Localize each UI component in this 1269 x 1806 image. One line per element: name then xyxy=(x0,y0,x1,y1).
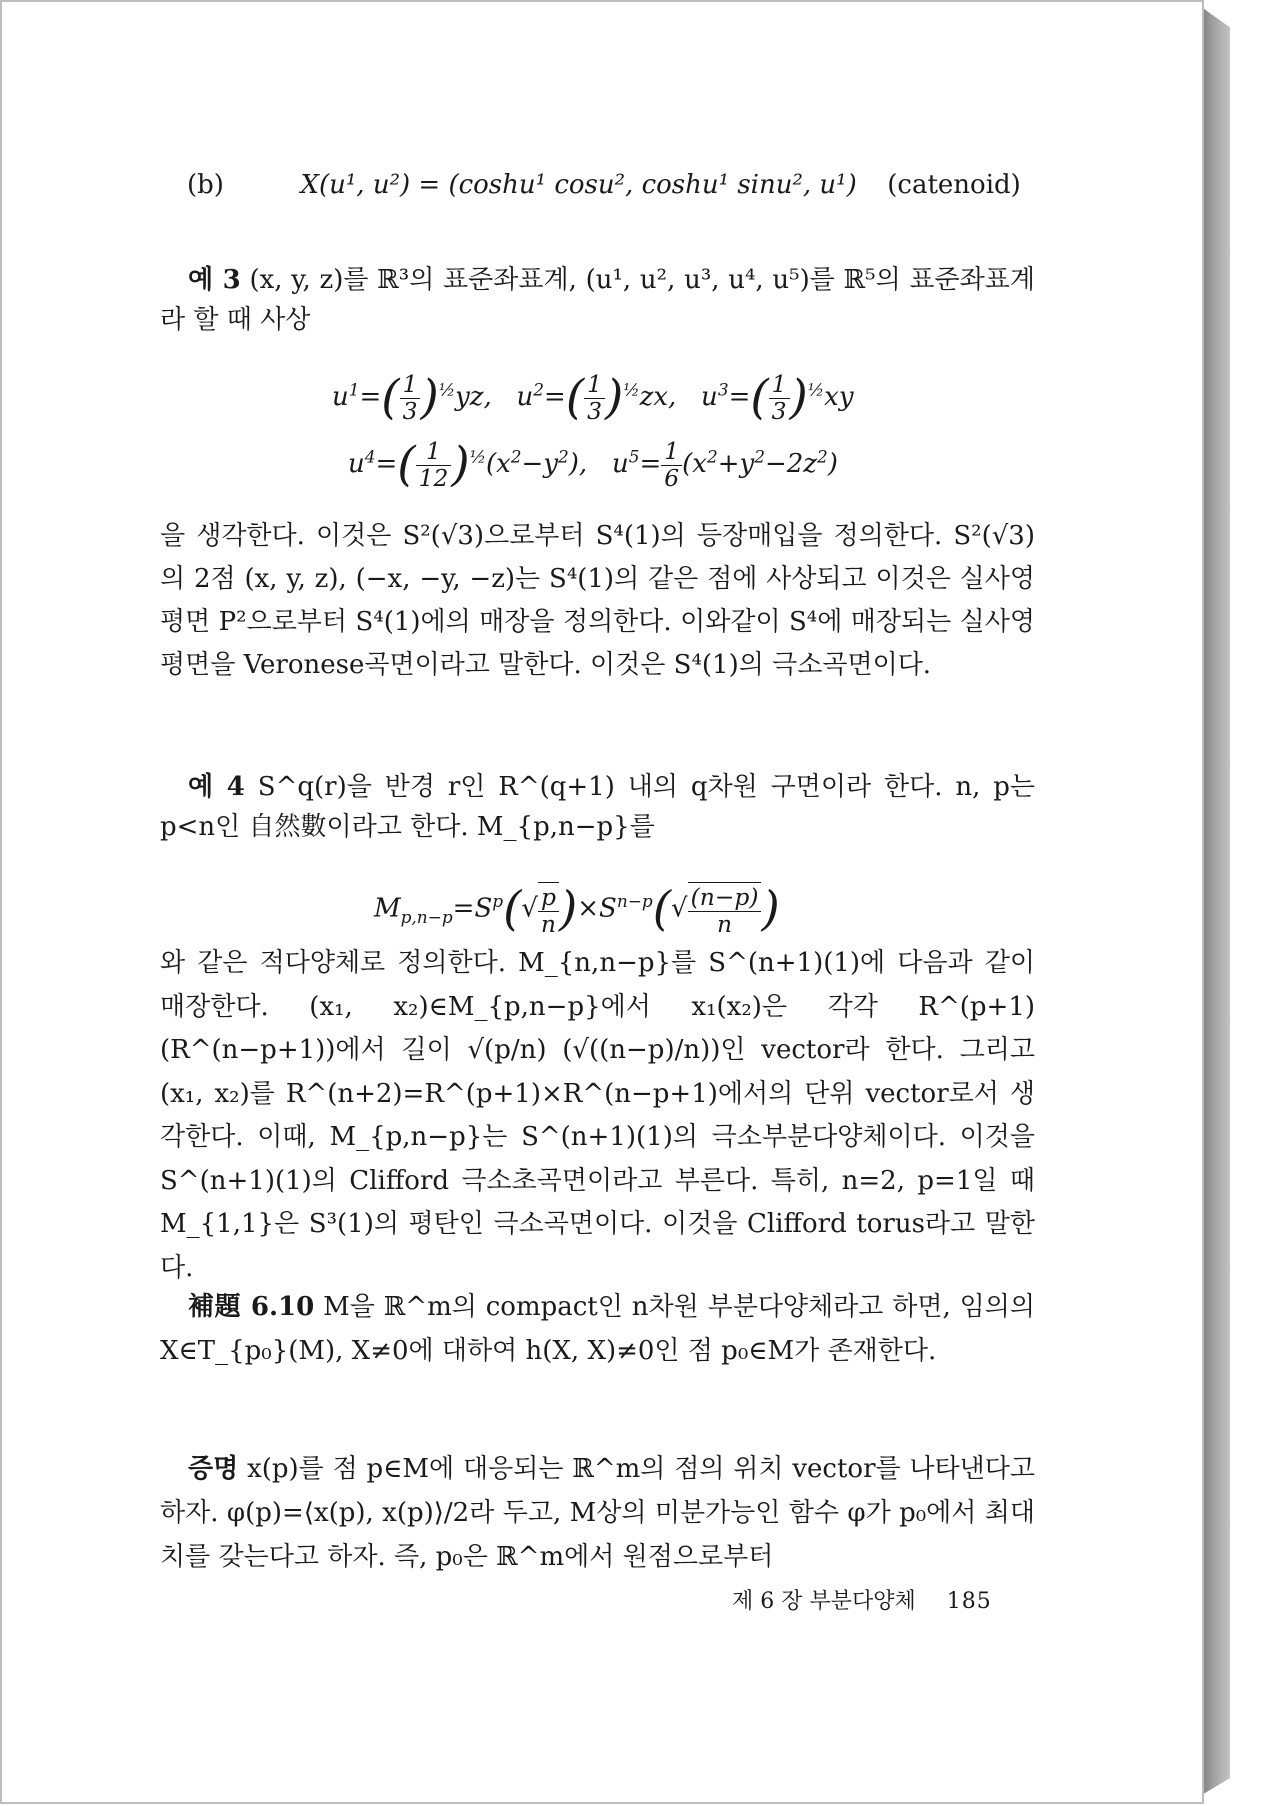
lemma-label: 補題 6.10 xyxy=(188,1292,315,1322)
example-3-equation-line-1: $u^1=$( $\frac{1}{3}$ )$^{\frac{1}{2}}$yz, $u^2=$( $\frac{1}{3}$ )$^{\frac{1}{2}}$zx, $u^3=$( $\frac{1}{3}$ )$^{\frac{1}{2}}$xy xyxy=(332,370,854,425)
example-b-label: (b) xyxy=(187,170,224,200)
example-4-intro-text: S^q(r)을 반경 r인 R^(q+1) 내의 q차원 구면이라 한다. n, p는 p<n인 自然數이라고 한다. M_{p,n−p}를 xyxy=(160,772,1035,842)
proof-label: 증명 xyxy=(188,1454,239,1484)
example-b-name: (catenoid) xyxy=(887,170,1021,200)
lemma-6-10 xyxy=(160,1285,1035,1373)
proof-text: x(p)를 점 p∈M에 대응되는 ℝ^m의 점의 위치 vector를 나타낸다고 하자. φ(p)=⟨x(p), x(p)⟩/2라 두고, M상의 미분가능인 함수 φ가 p₀에서 최대치를 갖는다고 하자. 즉, p₀은 ℝ^m에서 원점으로부터 xyxy=(160,1454,1036,1572)
example-4-body: 와 같은 적다양체로 정의한다. M_{n,n−p}를 S^(n+1)(1)에 다음과 같이 매장한다. (x₁, x₂)∈M_{p,n−p}에서 x₁(x₂)은 각각 R^(p+1)(R^(n−p+1))에서 길이 √(p/n) (√((n−p)/n))인 vector라 한다. 그리고 (x₁, x₂)를 R^(n+2)=R^(p+1)×R^(n−p+1)에서의 단위 vector로서 생각한다. 이때, M_{p,n−p}는 S^(n+1)(1)의 극소부분다양체이다. 이것을 S^(n+1)(1)의 Clifford 극소초곡면이라고 부른다. 특히, n=2, p=1일 때 M_{1,1}은 S³(1)의 평탄인 극소곡면이다. 이것을 Clifford torus라고 말한다. xyxy=(160,948,1035,1283)
page-footer xyxy=(732,1584,992,1615)
lemma-text: M을 ℝ^m의 compact인 n차원 부분다양체라고 하면, 임의의 X∈T_{p₀}(M), X≠0에 대하여 h(X, X)≠0인 점 p₀∈M가 존재한다. xyxy=(160,1292,1035,1366)
example-b-line xyxy=(187,170,1021,200)
page-edge xyxy=(1200,6,1230,1796)
example-4-label: 예 4 xyxy=(188,772,245,802)
proof xyxy=(160,1447,1035,1579)
example-3-body: 을 생각한다. 이것은 S²(√3)으로부터 S⁴(1)의 등장매입을 정의한다. S²(√3)의 2점 (x, y, z), (−x, −y, −z)는 S⁴(1)의 같은 점에 사상되고 이것은 실사영평면 P²으로부터 S⁴(1)에의 매장을 정의한다. 이와같이 S⁴에 매장되는 실사영평면을 Veronese곡면이라고 말한다. 이것은 S⁴(1)의 극소곡면이다. xyxy=(160,521,1035,680)
example-3-equation-line-2: $u^4=$( $\frac{1}{12}$ )$^{\frac{1}{2}}(x^2-y^2)$, $u^5=$ $\frac{1}{6}$ $(x^2+y^2-2z^2)$ xyxy=(348,437,838,492)
example-4-equation: $M_{p,n-p}=S^p(√$ $\frac{p}{n}$ )$\times S^{n-p}(√$ $\frac{(n-p)}{n}$ ) xyxy=(374,882,780,938)
example-3-label: 예 3 xyxy=(188,265,241,295)
example-3-intro-text: (x, y, z)를 ℝ³의 표준좌표계, (u¹, u², u³, u⁴, u⁵)를 ℝ⁵의 표준좌표계라 할 때 사상 xyxy=(160,265,1036,335)
example-4-intro xyxy=(160,767,1035,847)
page-number: 185 xyxy=(946,1589,992,1614)
example-3-intro xyxy=(160,260,1035,340)
chapter-title: 제 6 장 부분다양체 xyxy=(732,1589,916,1614)
example-b-formula: X(u¹, u²) = (coshu¹ cosu², coshu¹ sinu², u¹) xyxy=(300,170,857,200)
